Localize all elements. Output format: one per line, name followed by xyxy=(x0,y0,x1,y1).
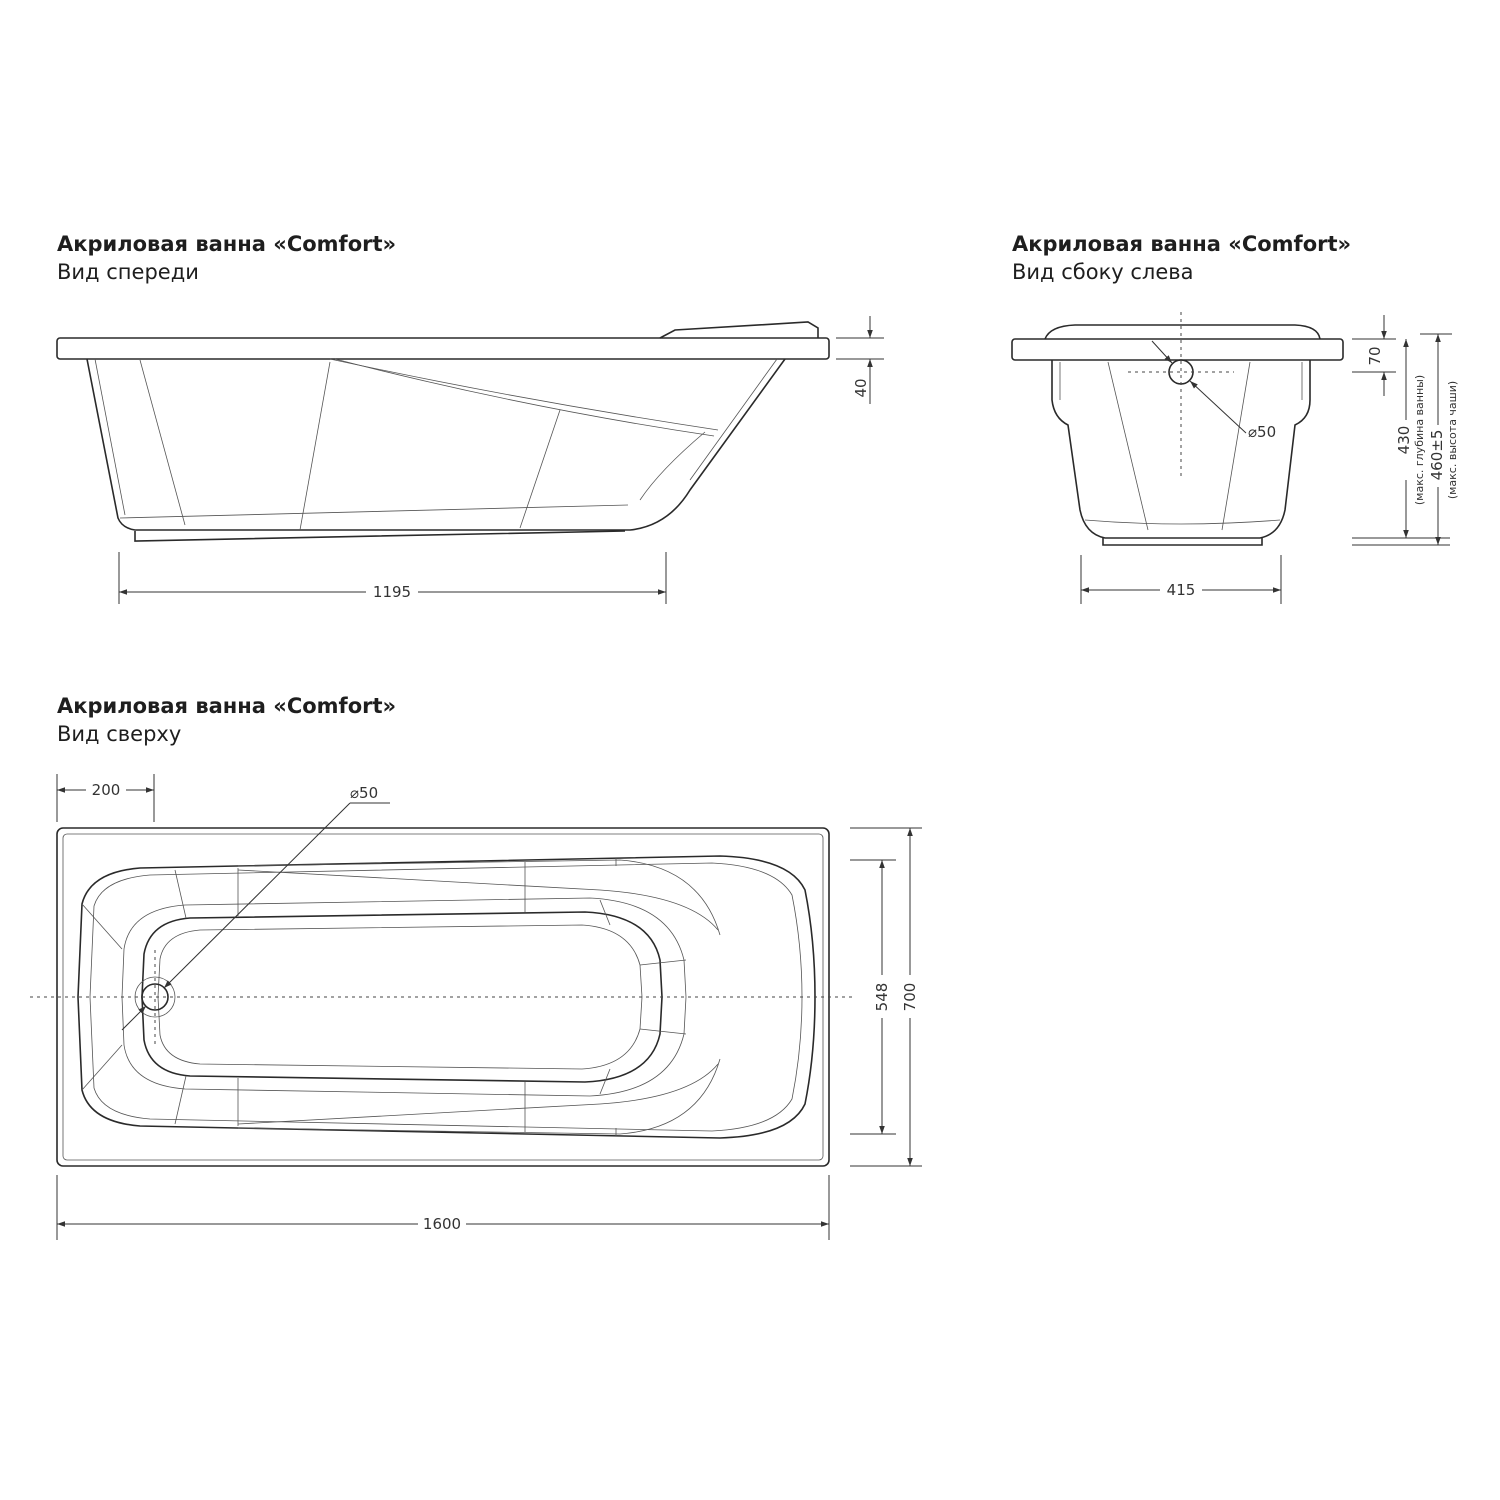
side-view-drawing xyxy=(1012,312,1343,545)
side-depth-dimension: 430 xyxy=(1395,425,1413,455)
side-depth-note: (макс. глубина ванны) xyxy=(1413,374,1426,506)
side-height-note: (макс. высота чаши) xyxy=(1446,380,1459,500)
top-inner-width-dimension: 548 xyxy=(873,982,891,1012)
top-width-dimension: 700 xyxy=(901,982,919,1012)
side-view-title: Акриловая ванна «Comfort» xyxy=(1012,232,1352,256)
top-view-drawing xyxy=(30,784,855,1166)
top-drain-dimension: ⌀50 xyxy=(350,784,379,802)
front-view-title: Акриловая ванна «Comfort» xyxy=(57,232,397,256)
side-view-subtitle: Вид сбоку слева xyxy=(1012,260,1194,284)
side-rim-dimension: 70 xyxy=(1366,346,1384,366)
front-view-drawing xyxy=(57,322,829,541)
top-dimensions xyxy=(57,774,922,1240)
front-rim-dimension: 40 xyxy=(852,378,870,398)
top-length-dimension: 1600 xyxy=(422,1215,462,1233)
side-width-dimension: 415 xyxy=(1166,581,1196,599)
top-view-title: Акриловая ванна «Comfort» xyxy=(57,694,397,718)
side-drain-dimension: ⌀50 xyxy=(1248,423,1277,441)
side-dimensions xyxy=(1081,315,1459,604)
front-length-dimension: 1195 xyxy=(372,583,412,601)
side-height-dimension: 460±5 xyxy=(1428,429,1446,481)
top-drain-offset-dimension: 200 xyxy=(91,781,121,799)
front-view-subtitle: Вид спереди xyxy=(57,260,199,284)
top-view-subtitle: Вид сверху xyxy=(57,722,182,746)
